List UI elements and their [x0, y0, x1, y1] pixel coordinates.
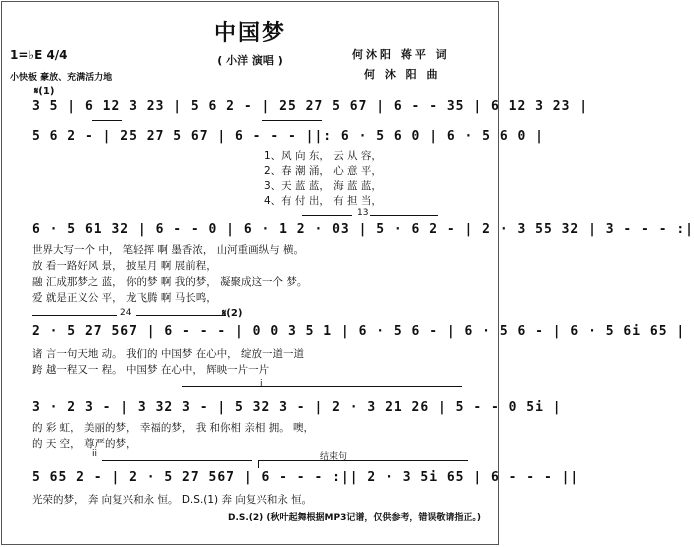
staff-row-3: 6 · 5 61 32 | 6 - - 0 | 6 · 1 2 · 03 | 5 · 6 2 - | 2 · 3 55 32 | 3 - - - :|	[32, 222, 694, 237]
measure-number-24: 24	[120, 308, 132, 318]
lyric-row-3-verse-2: 放 看一路好风 景， 披星月 啊 展前程，	[32, 260, 217, 272]
lyric-row-3-verse-1: 世界大写一个 中， 笔轻挥 啊 墨香浓， 山河重画纵与 横。	[32, 244, 305, 256]
segno-1-mark: 𝄋(1)	[34, 86, 55, 97]
composer-credit: 何 沐 阳 曲	[364, 68, 441, 81]
lyricist-credit: 何沐阳 蒋平 词	[352, 48, 450, 61]
volta-1-label: i	[260, 379, 263, 389]
lyric-row-4-verse-1: 诸 言一句天地 动。 我们的 中国梦 在心中， 绽放一道一道	[32, 348, 305, 360]
lyric-row-2-verse-1: 1、风 向 东， 云 从 容，	[264, 150, 382, 162]
bracket-line	[32, 315, 117, 316]
bracket-line	[258, 460, 468, 461]
lyric-row-5-verse-1: 的 彩 虹， 美丽的梦， 幸福的梦， 我 和你相 亲相 拥。 噢，	[32, 422, 315, 434]
key-signature: 1=♭E 4/4	[10, 48, 68, 62]
lyric-row-3-verse-4: 爱 就是正义公 平， 龙飞腾 啊 马长鸣，	[32, 292, 217, 304]
song-title: 中国梦	[213, 21, 286, 46]
staff-row-4: 2 · 5 27 567 | 6 - - - | 0 0 3 5 1 | 6 · 5 6 - | 6 · 5 6 - | 6 · 5 6i 65 |	[32, 324, 686, 339]
bracket-line	[102, 460, 252, 461]
lyric-row-2-verse-2: 2、春 潮 涌， 心 意 平，	[264, 165, 382, 177]
lyric-row-4-verse-2: 跨 越一程又一 程。 中国梦 在心中， 辉映一片一片	[32, 364, 270, 376]
volta-2-label: ii	[92, 449, 98, 459]
lyric-row-2-verse-3: 3、天 蓝 蓝， 海 蓝 蓝，	[264, 180, 382, 192]
lyric-row-6-verse-1: 光荣的梦， 奔 向复兴和永 恒。 D.S.(1) 奔 向复兴和永 恒。	[32, 494, 313, 506]
bracket-line	[136, 315, 226, 316]
performer-subtitle: ( 小洋 演唱 )	[217, 54, 283, 67]
score-page	[1, 1, 694, 545]
staff-row-5: 3 · 2 3 - | 3 32 3 - | 5 32 3 - | 2 · 3 21 26 | 5 - - 0 5i |	[32, 400, 562, 415]
staff-row-6: 5 65 2 - | 2 · 5 27 567 | 6 - - - :|| 2 · 3 5i 65 | 6 - - - ||	[32, 470, 580, 485]
tempo-marking: 小快板 豪放、充满活力地	[10, 73, 113, 83]
bracket-end	[258, 460, 259, 468]
beam-line	[262, 120, 322, 121]
lyric-row-3-verse-3: 融 汇成那梦之 蓝， 你的梦 啊 我的梦， 凝聚成这一个 梦。	[32, 276, 308, 288]
beam-line	[92, 120, 122, 121]
lyric-row-2-verse-4: 4、有 付 出， 有 担 当，	[264, 195, 382, 207]
staff-row-2: 5 6 2 - | 25 27 5 67 | 6 - - - ||: 6 · 5 6 0 | 6 · 5 6 0 |	[32, 129, 544, 144]
bracket-line	[370, 215, 438, 216]
bracket-line	[182, 386, 462, 387]
lyric-row-5-verse-2: 的 天 空， 尊严的梦，	[32, 438, 137, 450]
bracket-line	[302, 215, 352, 216]
measure-number-13: 13	[357, 208, 369, 218]
staff-row-1: 3 5 | 6 12 3 23 | 5 6 2 - | 25 27 5 67 | 6 - - 35 | 6 12 3 23 |	[32, 99, 589, 114]
ds-footnote: D.S.(2) (秋叶起舞根据MP3记谱，仅供参考，错误敬请指正。)	[228, 513, 481, 523]
ending-label: 结束句	[320, 452, 348, 462]
segno-2-mark: 𝄋(2)	[222, 308, 243, 319]
